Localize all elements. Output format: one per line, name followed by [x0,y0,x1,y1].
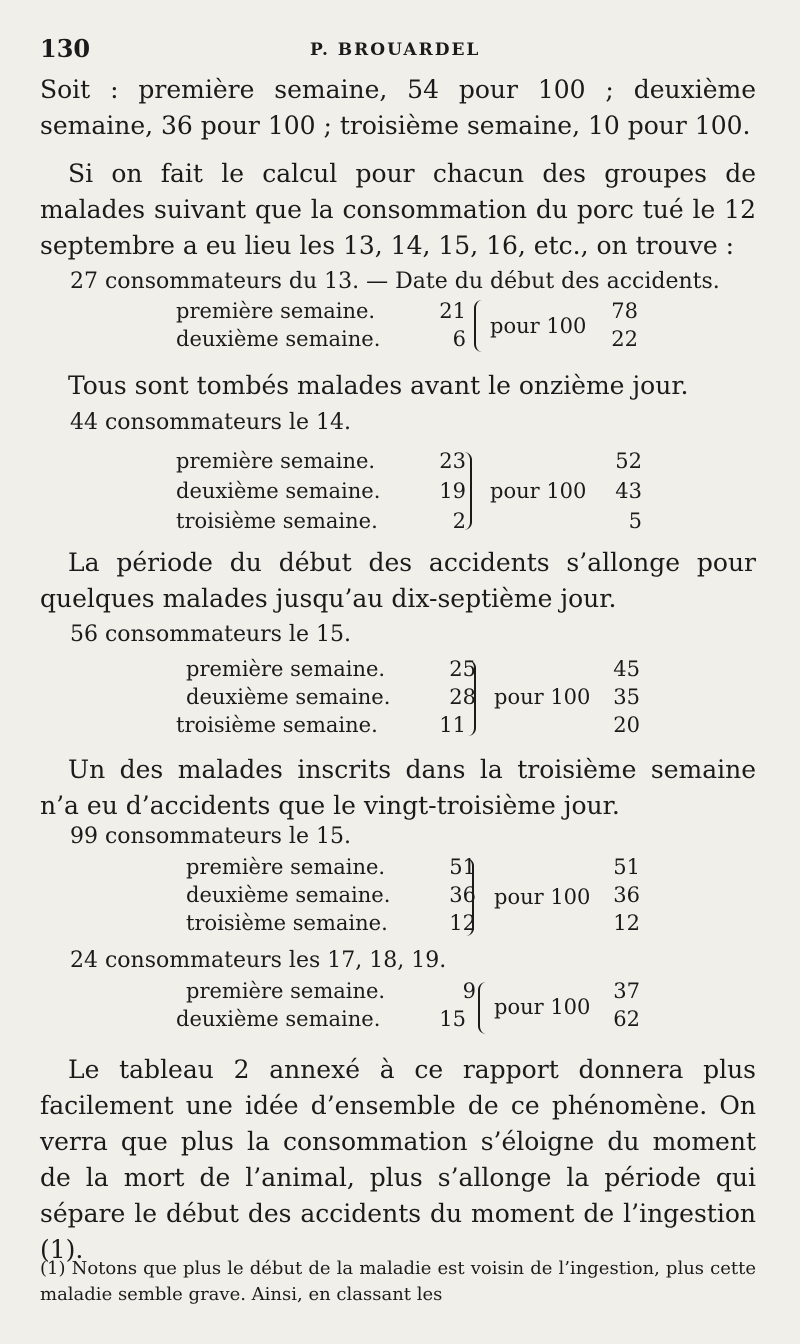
row-count: 6 [452,327,466,351]
row-count: 21 [439,299,466,323]
row-percent: 52 [615,449,642,473]
row-label: deuxième semaine. [176,327,381,351]
row-label: première semaine. [186,979,386,1003]
row-percent: 43 [615,479,642,503]
page-number: 130 [40,34,91,63]
row-count: 12 [449,911,476,935]
row-label: deuxième semaine. [176,1007,381,1031]
row-percent: 51 [613,855,640,879]
group-title: 99 consommateurs le 15. [70,824,351,849]
paragraph-1: Soit : première semaine, 54 pour 100 ; deuxième semaine, 36 pour 100 ; troisième semaine, 10 pour 100. [40,75,756,140]
paragraph-3: Tous sont tombés malades avant le onzième jour. [68,371,689,400]
group-title: 27 consommateurs du 13. — Date du début des accidents. [70,269,720,294]
row-count: 23 [439,449,466,473]
row-count: 36 [449,883,476,907]
footnote: (1) Notons que plus le début de la maladie est voisin de l’ingestion, plus cette maladie semble grave. Ainsi, en classant les [40,1258,756,1305]
row-percent: 78 [611,299,638,323]
row-count: 15 [439,1007,466,1031]
paragraph-2: Si on fait le calcul pour chacun des groupes de malades suivant que la consommation du porc tué le 12 septembre a eu lieu les 13, 14, 15, 16, etc., on trouve : [40,159,756,260]
row-count: 19 [439,479,466,503]
row-percent: 22 [611,327,638,351]
row-count: 25 [449,657,476,681]
group-title: 24 consommateurs les 17, 18, 19. [70,948,447,973]
row-count: 9 [462,979,476,1003]
row-percent: 5 [628,509,642,533]
brace [464,452,472,530]
brace [474,300,482,352]
pour-100-label: pour 100 [490,314,587,338]
brace [478,982,486,1034]
pour-100-label: pour 100 [494,685,591,709]
page-header [40,34,760,64]
brace [466,858,474,936]
row-count: 51 [449,855,476,879]
row-count: 28 [449,685,476,709]
pour-100-label: pour 100 [494,995,591,1019]
running-title: P. BROUARDEL [310,40,481,60]
row-label: deuxième semaine. [186,685,391,709]
pour-100-label: pour 100 [494,885,591,909]
row-percent: 12 [613,911,640,935]
group-title: 44 consommateurs le 14. [70,410,351,435]
row-label: troisième semaine. [176,509,378,533]
row-percent: 45 [613,657,640,681]
row-label: troisième semaine. [176,713,378,737]
row-label: première semaine. [186,657,386,681]
row-label: première semaine. [186,855,386,879]
group-title: 56 consommateurs le 15. [70,622,351,647]
row-label: deuxième semaine. [176,479,381,503]
row-label: première semaine. [176,449,376,473]
paragraph-6: Le tableau 2 annexé à ce rapport donnera plus facilement une idée d’ensemble de ce phénomène. On verra que plus la consommation s’éloigne du moment de la mort de l’animal, plus s’allonge la période qui sépare le début des accidents du moment de l’ingestion (1). [40,1055,756,1264]
row-percent: 35 [613,685,640,709]
pour-100-label: pour 100 [490,479,587,503]
row-label: première semaine. [176,299,376,323]
paragraph-4: La période du début des accidents s’allonge pour quelques malades jusqu’au dix-septième jour. [40,548,756,613]
row-label: deuxième semaine. [186,883,391,907]
row-percent: 62 [613,1007,640,1031]
row-label: troisième semaine. [186,911,388,935]
brace [468,660,476,736]
row-count: 2 [452,509,466,533]
paragraph-5: Un des malades inscrits dans la troisième semaine n’a eu d’accidents que le vingt-troisième jour. [40,755,756,820]
row-percent: 20 [613,713,640,737]
row-count: 11 [439,713,466,737]
row-percent: 36 [613,883,640,907]
row-percent: 37 [613,979,640,1003]
